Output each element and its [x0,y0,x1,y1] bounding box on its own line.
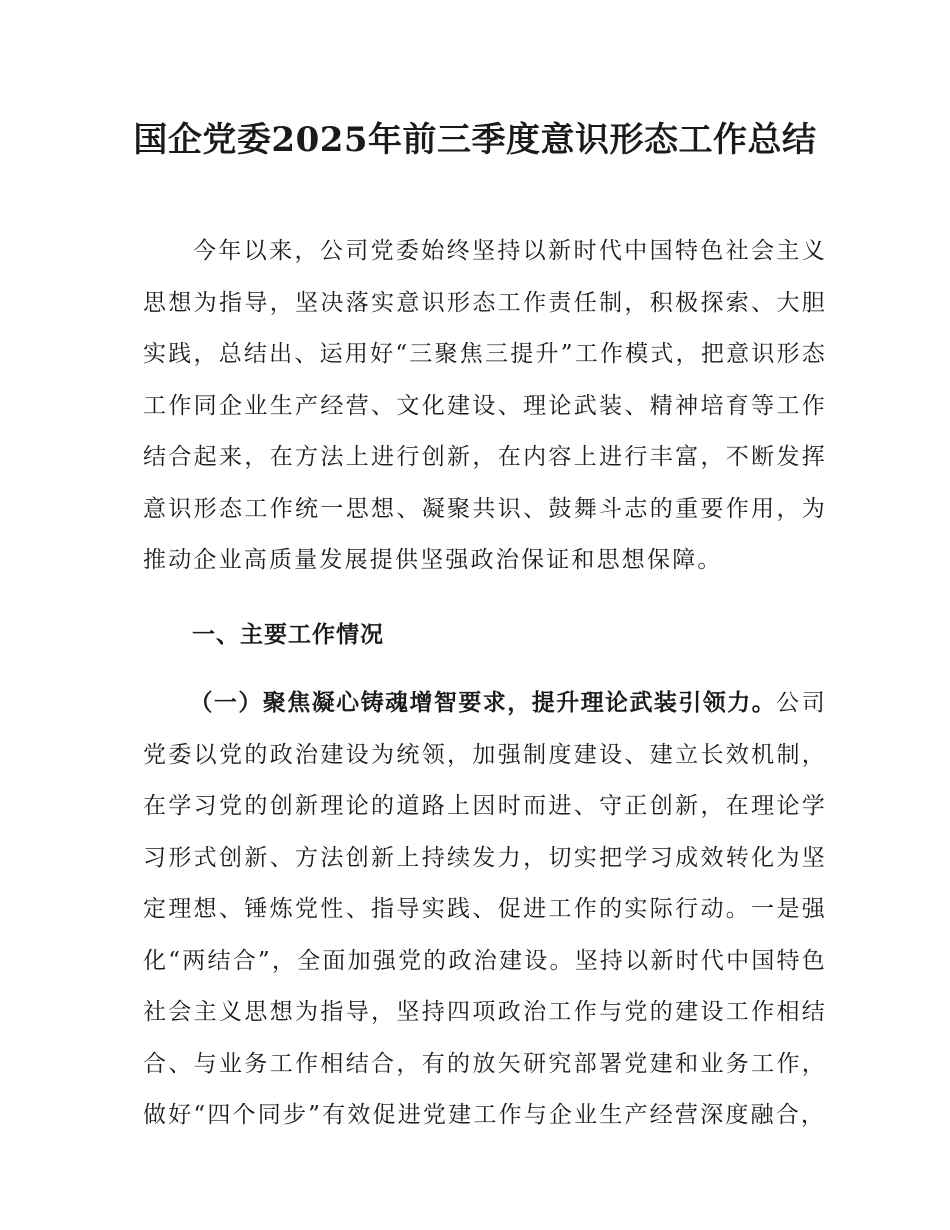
subsection-body: 公司党委以党的政治建设为统领，加强制度建设、建立长效机制，在学习党的创新理论的道路上因时而进、守正创新，在理论学习形式创新、方法创新上持续发力，切实把学习成效转化为坚定理想、锤炼党性、指导实践、促进工作的实际行动。一是强化“两结合”，全面加强党的政治建设。坚持以新时代中国特色社会主义思想为指导，坚持四项政治工作与党的建设工作相结合、与业务工作相结合，有的放矢研究部署党建和业务工作，做好“四个同步”有效促进党建工作与企业生产经营深度融合， [143,690,828,1128]
intro-paragraph-text: 今年以来，公司党委始终坚持以新时代中国特色社会主义思想为指导，坚决落实意识形态工作责任制，积极探索、大胆实践，总结出、运用好“三聚焦三提升”工作模式，把意识形态工作同企业生产经营、文化建设、理论武装、精神培育等工作结合起来，在方法上进行创新，在内容上进行丰富，不断发挥意识形态工作统一思想、凝聚共识、鼓舞斗志的重要作用，为推动企业高质量发展提供坚强政治保证和思想保障。 [143,238,827,573]
intro-paragraph [143,226,827,587]
subsection-title: （一）聚焦凝心铸魂增智要求，提升理论武装引领力。 [189,690,777,716]
section-heading: 一、主要工作情况 [192,622,384,648]
document-title: 国企党委2025年前三季度意识形态工作总结 [133,120,817,160]
subsection-paragraph [143,678,827,1142]
